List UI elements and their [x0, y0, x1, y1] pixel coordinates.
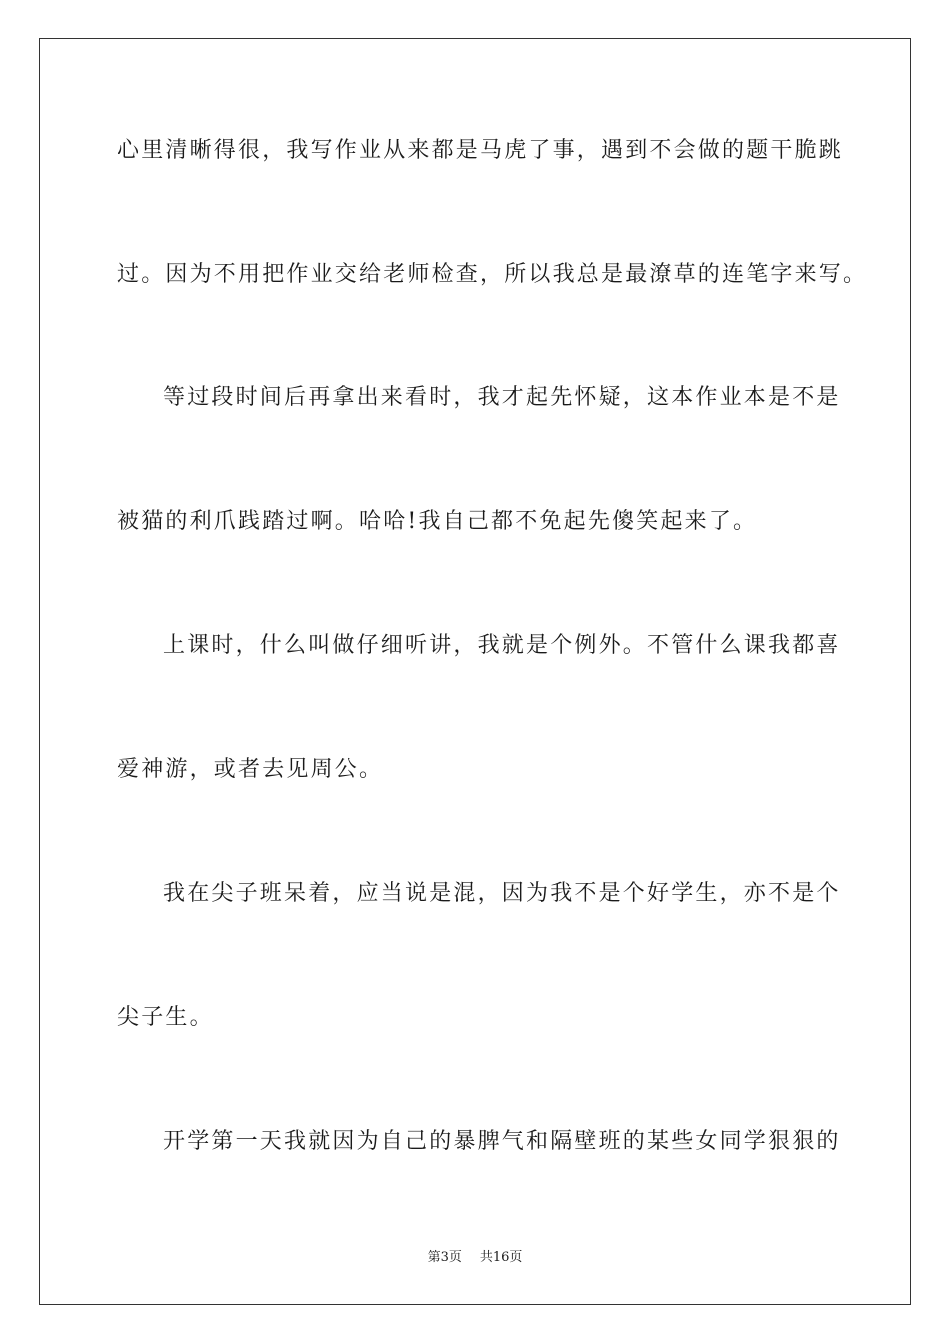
page-number-total: 共16页 — [479, 1250, 523, 1265]
text-line-2: 过。因为不用把作业交给老师检查，所以我总是最潦草的连笔字来写。 — [117, 262, 868, 287]
page-border — [39, 38, 911, 1305]
text-line-1: 心里清晰得很，我写作业从来都是马虎了事，遇到不会做的题干脆跳 — [117, 138, 844, 163]
text-line-7: 我在尖子班呆着，应当说是混，因为我不是个好学生，亦不是个 — [163, 881, 841, 906]
text-line-5: 上课时，什么叫做仔细听讲，我就是个例外。不管什么课我都喜 — [163, 633, 841, 658]
text-line-8: 尖子生。 — [117, 1005, 214, 1030]
text-line-4: 被猫的利爪践踏过啊。哈哈!我自己都不免起先傻笑起来了。 — [117, 509, 758, 534]
page-number-current: 第3页 — [427, 1250, 462, 1265]
page-footer — [0, 1250, 950, 1266]
text-line-6: 爱神游，或者去见周公。 — [117, 757, 384, 782]
text-line-3: 等过段时间后再拿出来看时，我才起先怀疑，这本作业本是不是 — [163, 385, 841, 410]
text-line-9: 开学第一天我就因为自己的暴脾气和隔壁班的某些女同学狠狠的 — [163, 1129, 841, 1154]
